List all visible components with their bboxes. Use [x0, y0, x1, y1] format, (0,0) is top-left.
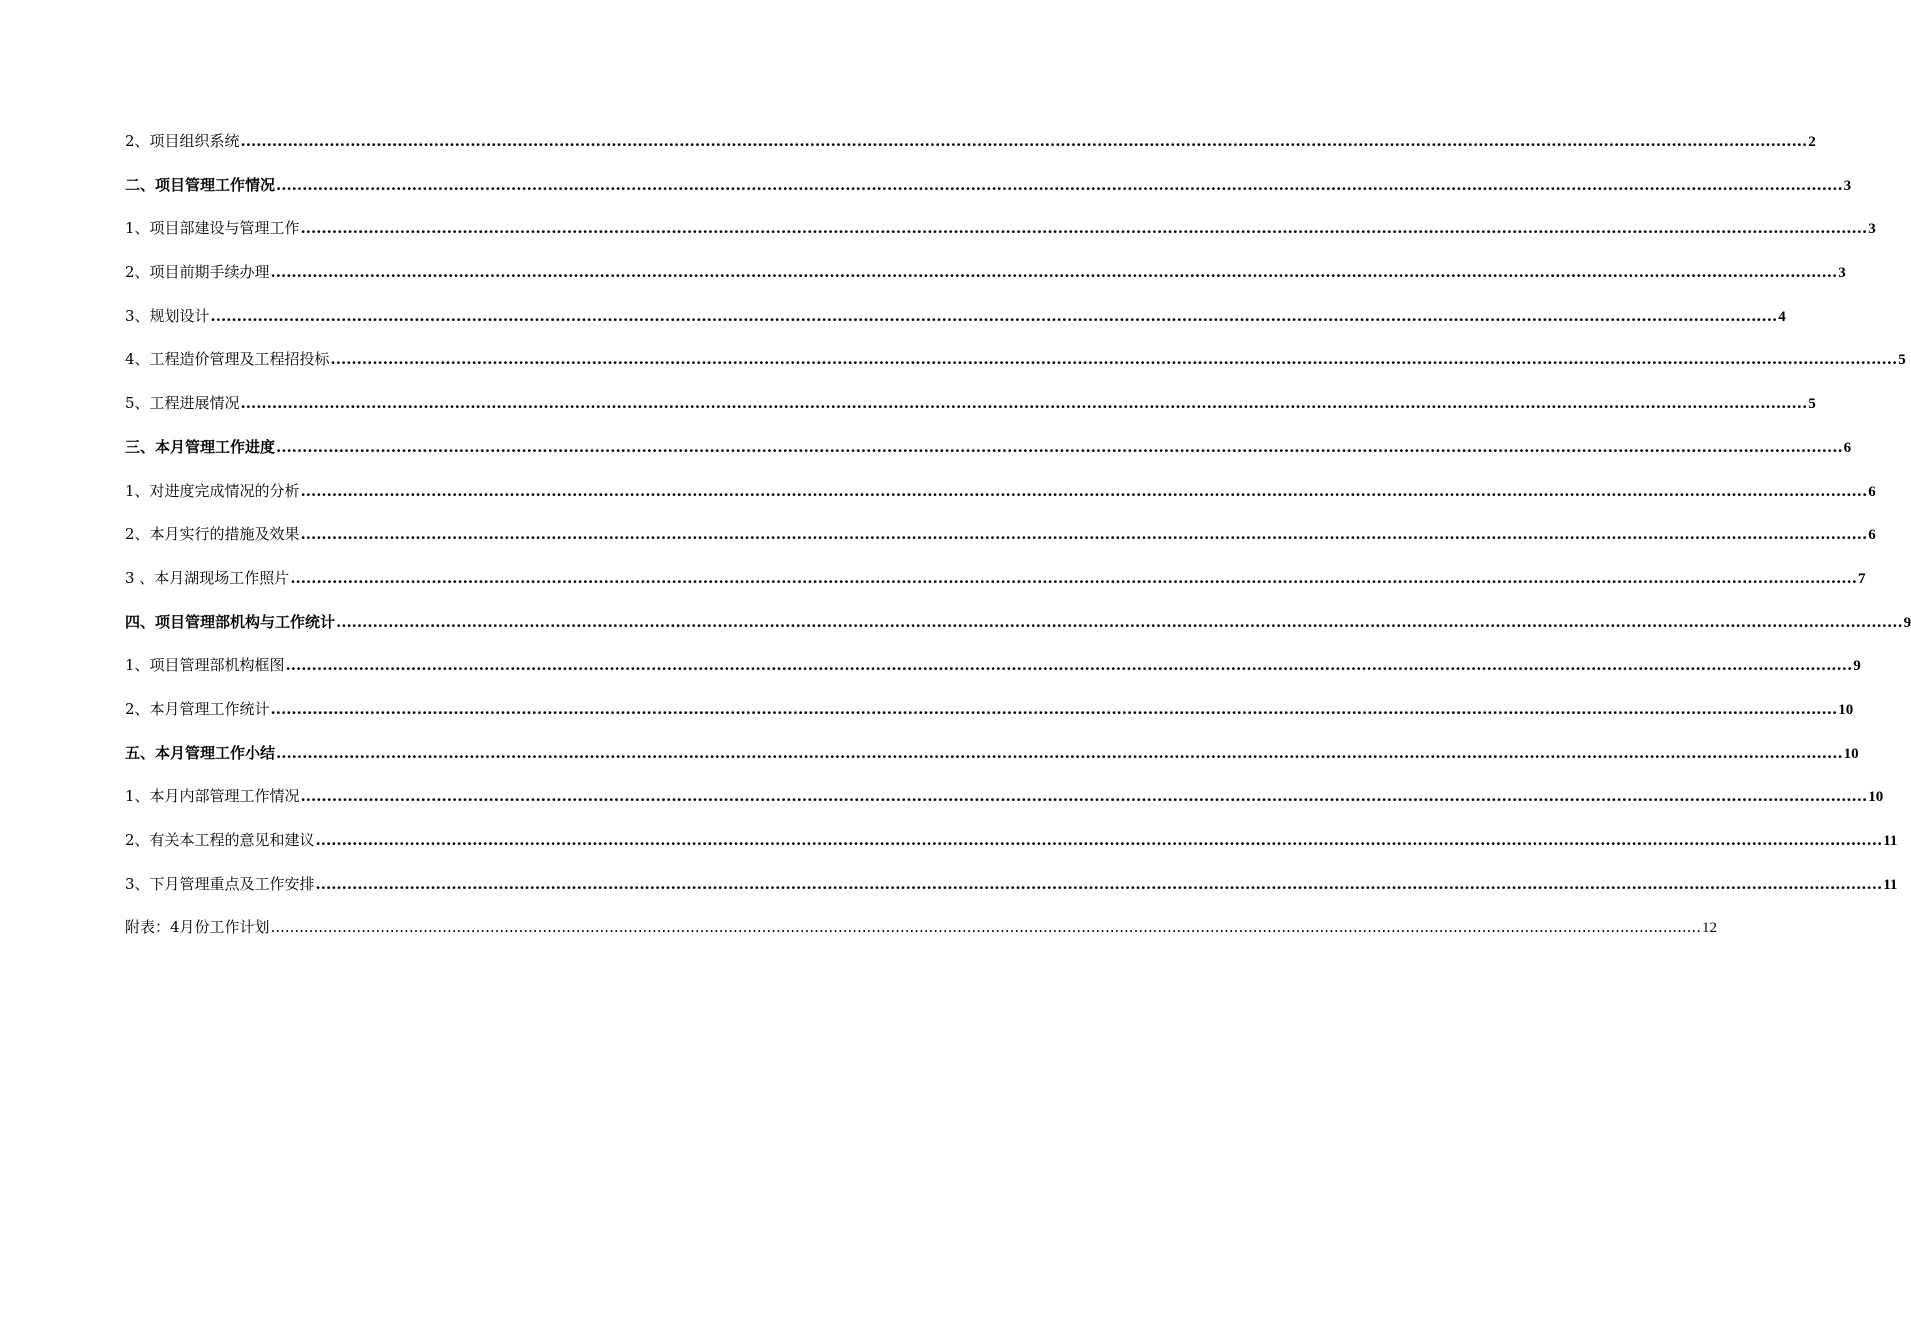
toc-page-number: 10	[1843, 745, 1859, 762]
toc-page-number: 5	[1898, 352, 1906, 369]
toc-page-number: 10	[1838, 701, 1854, 718]
toc-entry[interactable]	[125, 654, 1861, 698]
toc-dot-leader: ............................................................................................................................................................................................................................................................................................................	[270, 263, 1838, 282]
toc-entry[interactable]	[125, 480, 1876, 524]
toc-dot-leader: ............................................................................................................................................................................................................................................................................................................	[276, 743, 1843, 762]
toc-entry-label: 三、本月管理工作进度	[125, 437, 276, 456]
toc-page-number: 4	[1778, 308, 1786, 325]
toc-page-number: 9	[1853, 658, 1861, 675]
toc-dot-leader: ............................................................................................................................................................................................................................................................................................................	[240, 132, 1808, 150]
toc-dot-leader: ............................................................................................................................................................................................................................................................................................................	[300, 525, 1868, 544]
toc-page-number: 12	[1701, 920, 1717, 937]
toc-dot-leader: ............................................................................................................................................................................................................................................................................................................	[210, 306, 1778, 325]
toc-entry[interactable]	[125, 785, 1884, 829]
toc-page-number: 10	[1868, 789, 1884, 806]
toc-entry[interactable]	[125, 698, 1854, 742]
toc-entry[interactable]	[125, 130, 1816, 174]
toc-entry-label: 附表：4月份工作计划	[125, 918, 270, 937]
toc-dot-leader: ............................................................................................................................................................................................................................................................................................................	[336, 612, 1903, 631]
toc-entry-label: 2、项目组织系统	[125, 132, 240, 150]
toc-dot-leader: ............................................................................................................................................................................................................................................................................................................	[315, 874, 1883, 893]
toc-dot-leader: ............................................................................................................................................................................................................................................................................................................	[330, 350, 1898, 369]
toc-dot-leader: ............................................................................................................................................................................................................................................................................................................	[270, 699, 1838, 718]
toc-entry-label: 1、对进度完成情况的分析	[125, 481, 300, 500]
toc-entry[interactable]	[125, 348, 1906, 392]
toc-dot-leader: ............................................................................................................................................................................................................................................................................................................	[270, 918, 1701, 937]
table-of-contents	[125, 130, 1911, 960]
toc-page-number: 11	[1883, 876, 1898, 893]
toc-entry-label: 2、本月管理工作统计	[125, 699, 270, 718]
toc-dot-leader: ............................................................................................................................................................................................................................................................................................................	[300, 787, 1868, 806]
toc-dot-leader: ............................................................................................................................................................................................................................................................................................................	[240, 394, 1808, 413]
toc-entry[interactable]	[125, 217, 1876, 261]
toc-page-number: 6	[1868, 527, 1876, 544]
toc-entry-label: 1、本月内部管理工作情况	[125, 787, 300, 806]
toc-page-number: 11	[1883, 833, 1898, 849]
toc-entry[interactable]	[125, 174, 1852, 218]
toc-page-number: 9	[1903, 614, 1911, 631]
toc-entry[interactable]	[125, 873, 1898, 917]
toc-entry-label: 1、项目部建设与管理工作	[125, 219, 300, 238]
toc-entry[interactable]	[125, 436, 1852, 480]
toc-page-number: 5	[1808, 396, 1816, 413]
toc-entry-label: 二、项目管理工作情况	[125, 175, 276, 194]
toc-page-number: 6	[1843, 439, 1852, 456]
toc-entry-label: 2、项目前期手续办理	[125, 263, 270, 282]
toc-entry-label: 4、工程造价管理及工程招投标	[125, 350, 330, 369]
toc-dot-leader: ............................................................................................................................................................................................................................................................................................................	[300, 219, 1868, 238]
toc-entry[interactable]	[125, 261, 1846, 305]
toc-entry-label: 5、工程进展情况	[125, 394, 240, 413]
toc-page-number: 6	[1868, 483, 1876, 500]
toc-entry[interactable]	[125, 523, 1876, 567]
toc-entry[interactable]	[125, 305, 1786, 349]
toc-page-number: 2	[1808, 134, 1816, 150]
toc-page-number: 3	[1838, 265, 1846, 282]
toc-page-number: 3	[1843, 177, 1852, 194]
toc-entry-label: 五、本月管理工作小结	[125, 743, 276, 762]
toc-entry-label: 3、下月管理重点及工作安排	[125, 874, 315, 893]
toc-dot-leader: ............................................................................................................................................................................................................................................................................................................	[300, 481, 1868, 500]
toc-entry-label: 3、规划设计	[125, 306, 210, 325]
toc-page-number: 3	[1868, 221, 1876, 238]
toc-entry-label: 3 、本月湖现场工作照片	[125, 568, 290, 587]
toc-entry[interactable]	[125, 392, 1816, 436]
toc-page-number: 7	[1857, 570, 1866, 587]
toc-entry-label: 1、项目管理部机构框图	[125, 656, 285, 675]
toc-entry-label: 四、项目管理部机构与工作统计	[125, 612, 336, 631]
toc-dot-leader: ............................................................................................................................................................................................................................................................................................................	[315, 831, 1883, 849]
toc-entry[interactable]	[125, 916, 1717, 960]
toc-dot-leader: ............................................................................................................................................................................................................................................................................................................	[276, 175, 1843, 194]
toc-entry-label: 2、本月实行的措施及效果	[125, 525, 300, 544]
toc-dot-leader: ............................................................................................................................................................................................................................................................................................................	[276, 437, 1843, 456]
toc-entry[interactable]	[125, 742, 1859, 786]
toc-entry[interactable]	[125, 611, 1911, 655]
toc-dot-leader: ............................................................................................................................................................................................................................................................................................................	[290, 568, 1857, 587]
toc-entry-label: 2、有关本工程的意见和建议	[125, 831, 315, 849]
toc-entry[interactable]	[125, 567, 1866, 611]
toc-entry[interactable]	[125, 829, 1898, 873]
toc-dot-leader: ............................................................................................................................................................................................................................................................................................................	[285, 656, 1853, 675]
